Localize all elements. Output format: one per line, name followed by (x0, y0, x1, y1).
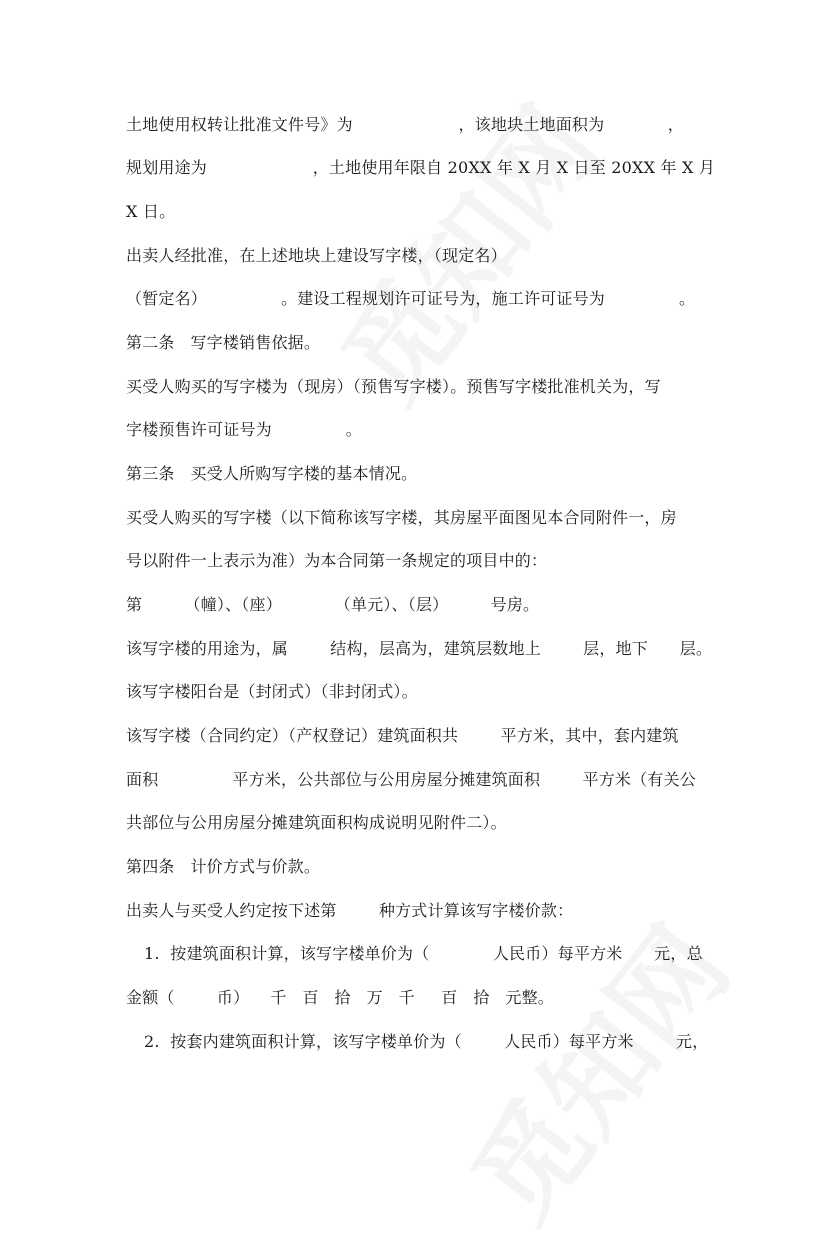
text-line-13: 该写字楼的用途为，属 结构，层高为，建筑层数地上 层，地下 层。 (126, 639, 713, 658)
article-2-heading: 第二条 写字楼销售依据。 (126, 333, 321, 352)
list-item-2: 2. 按套内建筑面积计算，该写字楼单价为（ 人民币）每平方米 元， (144, 1032, 709, 1051)
text-line-7: 买受人购买的写字楼为（现房）（预售写字楼）。预售写字楼批准机关为，写 (126, 377, 661, 396)
text-line-5: （暂定名） 。建设工程规划许可证号为，施工许可证号为 。 (126, 289, 696, 308)
article-3-heading: 第三条 买受人所购写字楼的基本情况。 (126, 464, 418, 483)
text-line-10: 买受人购买的写字楼（以下简称该写字楼，其房屋平面图见本合同附件一，房 (126, 508, 677, 527)
text-line-19: 出卖人与买受人约定按下述第 种方式计算该写字楼价款： (126, 901, 574, 920)
article-4-heading: 第四条 计价方式与价款。 (126, 857, 321, 876)
text-line-16: 面积 平方米，公共部位与公用房屋分摊建筑面积 平方米（有关公 (126, 770, 696, 789)
text-line-3: X 日。 (126, 202, 176, 221)
text-line-12: 第 （幢）、（座） （单元）、（层） 号房。 (126, 595, 540, 614)
text-line-8: 字楼预售许可证号为 。 (126, 420, 363, 439)
text-line-15: 该写字楼（合同约定）（产权登记）建筑面积共 平方米，其中，套内建筑 (126, 726, 679, 745)
text-line-2: 规划用途为 ，土地使用年限自 20XX 年 X 月 X 日至 20XX 年 X 月 (126, 158, 716, 177)
text-line-21: 金额（ 币） 千 百 拾 万 千 百 拾 元整。 (126, 988, 555, 1007)
text-line-11: 号以附件一上表示为准）为本合同第一条规定的项目中的： (126, 551, 548, 570)
list-item-1: 1. 按建筑面积计算，该写字楼单价为（ 人民币）每平方米 元，总 (144, 944, 703, 963)
text-line-17: 共部位与公用房屋分摊建筑面积构成说明见附件二）。 (126, 813, 507, 832)
text-line-4: 出卖人经批准，在上述地块上建设写字楼，（现定名） (126, 246, 507, 265)
text-line-14: 该写字楼阳台是（封闭式）（非封闭式）。 (126, 682, 418, 701)
text-line-1: 土地使用权转让批准文件号》为 ，该地块土地面积为 ， (126, 115, 684, 134)
